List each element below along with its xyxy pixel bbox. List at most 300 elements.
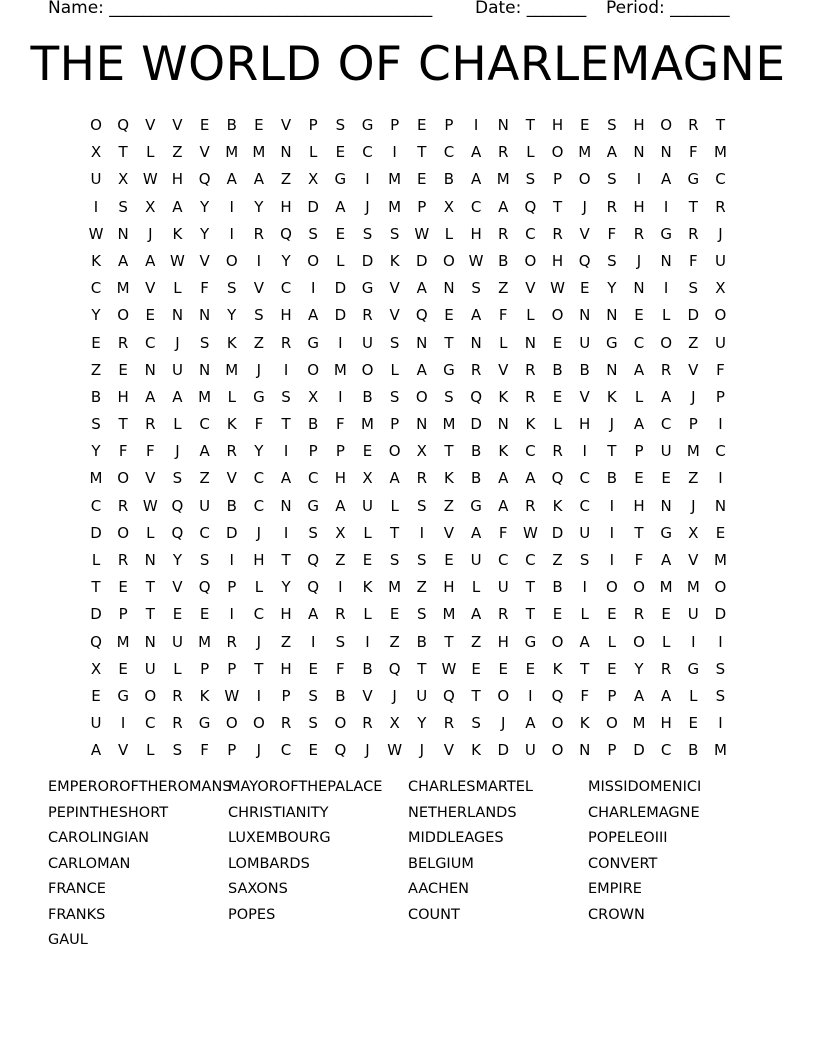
grid-letter: A bbox=[498, 496, 509, 515]
grid-letter: K bbox=[91, 251, 101, 270]
grid-letter: J bbox=[256, 632, 262, 651]
grid-row bbox=[84, 275, 744, 302]
grid-letter: J bbox=[718, 224, 723, 243]
grid-letter: V bbox=[145, 469, 156, 488]
grid-letter: A bbox=[118, 251, 129, 270]
grid-letter: W bbox=[468, 251, 484, 270]
grid-letter: K bbox=[498, 387, 509, 406]
grid-letter: I bbox=[718, 415, 723, 434]
grid-letter: P bbox=[417, 197, 427, 216]
grid-letter: I bbox=[338, 387, 343, 406]
grid-letter: S bbox=[688, 279, 699, 298]
grid-letter: P bbox=[688, 415, 698, 434]
grid-letter: R bbox=[715, 197, 726, 216]
grid-letter: Z bbox=[253, 333, 265, 352]
grid-letter: T bbox=[91, 578, 101, 597]
grid-letter: G bbox=[687, 170, 700, 189]
grid-letter: I bbox=[229, 551, 234, 569]
grid-letter: G bbox=[524, 632, 537, 651]
grid-letter: M bbox=[333, 360, 347, 379]
grid-row bbox=[84, 248, 744, 275]
grid-letter: A bbox=[226, 170, 237, 189]
grid-letter: E bbox=[335, 143, 346, 162]
grid-letter: X bbox=[308, 170, 319, 189]
word-bank-item: CHARLEMAGNE bbox=[588, 804, 700, 821]
grid-letter: U bbox=[579, 333, 591, 352]
grid-letter: P bbox=[227, 659, 237, 678]
grid-letter: K bbox=[552, 659, 563, 678]
grid-letter: U bbox=[171, 360, 183, 379]
grid-letter: Q bbox=[198, 578, 211, 597]
grid-row bbox=[84, 656, 744, 683]
grid-letter: U bbox=[90, 714, 102, 733]
grid-letter: H bbox=[280, 605, 292, 624]
grid-letter: J bbox=[392, 686, 397, 705]
grid-letter: I bbox=[283, 360, 289, 379]
grid-letter: F bbox=[688, 251, 698, 270]
grid-letter: S bbox=[417, 551, 427, 569]
grid-letter: P bbox=[281, 686, 291, 705]
grid-letter: R bbox=[253, 224, 265, 243]
grid-letter: E bbox=[417, 116, 427, 134]
grid-letter: S bbox=[254, 306, 264, 325]
grid-letter: O bbox=[144, 686, 157, 705]
grid-letter: A bbox=[606, 143, 617, 162]
grid-letter: H bbox=[280, 197, 292, 216]
word-bank-item: CONVERT bbox=[588, 855, 658, 872]
grid-letter: N bbox=[579, 306, 591, 325]
grid-letter: Z bbox=[552, 551, 563, 569]
grid-letter: E bbox=[579, 279, 590, 298]
grid-letter: A bbox=[661, 387, 672, 406]
grid-letter: P bbox=[335, 442, 345, 461]
grid-letter: J bbox=[419, 741, 425, 760]
grid-letter: N bbox=[144, 632, 156, 651]
grid-letter: I bbox=[229, 197, 234, 216]
grid-letter: M bbox=[713, 551, 727, 569]
period-line: Period: _______ bbox=[606, 0, 730, 18]
grid-letter: B bbox=[335, 686, 346, 705]
grid-letter: Q bbox=[334, 741, 347, 760]
grid-letter: L bbox=[363, 523, 372, 542]
grid-letter: O bbox=[361, 360, 374, 379]
grid-letter: R bbox=[606, 197, 618, 216]
grid-letter: T bbox=[390, 523, 400, 542]
grid-letter: P bbox=[390, 116, 400, 134]
grid-letter: M bbox=[713, 143, 727, 162]
grid-letter: R bbox=[335, 605, 346, 624]
grid-letter: M bbox=[632, 714, 646, 733]
grid-letter: L bbox=[689, 686, 698, 705]
grid-letter: N bbox=[198, 306, 211, 325]
grid-letter: L bbox=[173, 659, 182, 678]
grid-letter: B bbox=[606, 469, 617, 488]
grid-letter: C bbox=[443, 143, 455, 162]
grid-letter: E bbox=[715, 523, 726, 542]
grid-letter: A bbox=[145, 387, 156, 406]
grid-letter: V bbox=[145, 116, 156, 134]
grid-letter: S bbox=[607, 170, 617, 189]
grid-letter: G bbox=[470, 496, 482, 515]
grid-letter: B bbox=[226, 116, 237, 134]
grid-letter: V bbox=[199, 143, 210, 162]
grid-letter: B bbox=[470, 469, 482, 488]
grid-letter: N bbox=[660, 496, 672, 515]
grid-letter: K bbox=[389, 251, 400, 270]
grid-letter: H bbox=[497, 632, 509, 651]
grid-letter: R bbox=[226, 442, 237, 461]
grid-letter: F bbox=[580, 686, 589, 705]
grid-letter: S bbox=[335, 116, 346, 134]
grid-letter: M bbox=[116, 279, 130, 298]
grid-letter: S bbox=[335, 632, 346, 651]
grid-letter: U bbox=[687, 605, 699, 624]
grid-letter: N bbox=[633, 143, 645, 162]
grid-letter: O bbox=[551, 632, 564, 651]
word-bank-item: COUNT bbox=[408, 906, 460, 923]
grid-letter: Q bbox=[307, 551, 320, 569]
grid-letter: L bbox=[173, 279, 182, 298]
grid-letter: I bbox=[283, 442, 289, 461]
grid-letter: R bbox=[172, 686, 183, 705]
grid-letter: V bbox=[389, 279, 400, 298]
grid-letter: J bbox=[365, 741, 370, 760]
grid-letter: D bbox=[497, 741, 510, 760]
grid-letter: E bbox=[254, 116, 264, 134]
grid-letter: E bbox=[471, 659, 481, 678]
grid-letter: B bbox=[470, 442, 482, 461]
grid-letter: T bbox=[688, 197, 698, 216]
grid-letter: H bbox=[443, 578, 455, 597]
grid-letter: U bbox=[714, 333, 726, 352]
grid-letter: D bbox=[416, 251, 428, 270]
grid-letter: C bbox=[525, 224, 536, 243]
grid-letter: T bbox=[254, 659, 264, 678]
grid-letter: M bbox=[225, 360, 239, 379]
grid-letter: Z bbox=[498, 279, 509, 298]
grid-row bbox=[84, 112, 744, 139]
grid-row bbox=[84, 357, 744, 384]
grid-letter: Q bbox=[171, 523, 184, 542]
grid-letter: C bbox=[525, 442, 536, 461]
grid-letter: J bbox=[365, 197, 370, 216]
grid-letter: P bbox=[308, 442, 318, 461]
grid-letter: U bbox=[470, 551, 482, 569]
grid-letter: R bbox=[416, 469, 428, 488]
grid-letter: F bbox=[607, 224, 617, 243]
grid-letter: Y bbox=[281, 578, 291, 597]
grid-letter: T bbox=[444, 333, 454, 352]
grid-letter: R bbox=[498, 224, 509, 243]
grid-letter: D bbox=[334, 279, 347, 298]
grid-letter: F bbox=[200, 279, 209, 298]
grid-letter: T bbox=[118, 415, 128, 434]
grid-letter: C bbox=[715, 442, 726, 461]
grid-row bbox=[84, 547, 744, 574]
grid-letter: F bbox=[634, 551, 644, 569]
grid-letter: M bbox=[116, 632, 130, 651]
word-bank-item: EMPIRE bbox=[588, 881, 642, 897]
grid-letter: G bbox=[443, 360, 455, 379]
name-line: Name: ______________________________________ bbox=[48, 0, 433, 18]
grid-letter: F bbox=[716, 360, 725, 379]
grid-letter: U bbox=[199, 496, 211, 515]
grid-letter: W bbox=[387, 741, 403, 760]
word-bank-item: BELGIUM bbox=[408, 855, 474, 872]
grid-letter: S bbox=[471, 714, 481, 733]
grid-letter: A bbox=[633, 415, 645, 434]
grid-letter: V bbox=[226, 469, 237, 488]
grid-letter: X bbox=[90, 659, 102, 678]
grid-letter: O bbox=[605, 578, 618, 597]
grid-letter: C bbox=[579, 469, 590, 488]
grid-letter: S bbox=[389, 333, 400, 352]
grid-letter: E bbox=[552, 387, 563, 406]
word-bank-item: EMPEROROFTHEROMANS bbox=[48, 779, 232, 795]
grid-letter: P bbox=[607, 686, 617, 705]
grid-letter: S bbox=[308, 224, 318, 243]
grid-letter: O bbox=[388, 442, 401, 461]
grid-letter: Z bbox=[389, 632, 400, 651]
grid-letter: U bbox=[497, 578, 509, 597]
grid-letter: N bbox=[524, 333, 536, 352]
grid-letter: K bbox=[606, 387, 617, 406]
grid-letter: V bbox=[688, 551, 699, 569]
grid-letter: X bbox=[389, 714, 400, 733]
grid-letter: F bbox=[688, 143, 698, 162]
grid-letter: X bbox=[90, 143, 102, 162]
grid-letter: R bbox=[226, 632, 237, 651]
grid-letter: O bbox=[252, 714, 265, 733]
grid-letter: R bbox=[117, 496, 129, 515]
grid-letter: Q bbox=[443, 686, 455, 705]
grid-letter: Z bbox=[443, 496, 455, 515]
grid-letter: J bbox=[691, 387, 696, 406]
grid-letter: A bbox=[498, 197, 509, 216]
word-bank-item: MIDDLEAGES bbox=[408, 830, 504, 846]
grid-letter: M bbox=[496, 170, 510, 189]
grid-letter: N bbox=[144, 360, 156, 379]
grid-letter: M bbox=[442, 415, 456, 434]
grid-letter: J bbox=[691, 496, 696, 515]
grid-letter: Z bbox=[172, 143, 183, 162]
grid-letter: I bbox=[229, 224, 234, 243]
grid-letter: K bbox=[226, 333, 237, 352]
grid-letter: N bbox=[416, 415, 428, 434]
grid-letter: E bbox=[688, 714, 699, 733]
grid-letter: U bbox=[90, 170, 102, 189]
grid-letter: B bbox=[579, 360, 590, 379]
grid-letter: C bbox=[199, 523, 210, 542]
grid-letter: B bbox=[226, 496, 237, 515]
grid-letter: J bbox=[636, 251, 642, 270]
grid-letter: M bbox=[659, 578, 673, 597]
grid-letter: I bbox=[93, 197, 99, 216]
grid-letter: D bbox=[334, 306, 347, 325]
grid-letter: J bbox=[501, 714, 506, 733]
grid-letter: T bbox=[525, 116, 535, 134]
grid-letter: R bbox=[443, 714, 455, 733]
grid-letter: T bbox=[552, 197, 563, 216]
grid-letter: S bbox=[525, 170, 536, 189]
grid-letter: M bbox=[225, 143, 239, 162]
grid-letter: P bbox=[553, 170, 563, 189]
grid-letter: Z bbox=[688, 469, 699, 488]
grid-letter: I bbox=[473, 116, 479, 134]
grid-letter: K bbox=[172, 224, 183, 243]
grid-row bbox=[84, 574, 744, 601]
grid-letter: E bbox=[362, 442, 373, 461]
grid-letter: E bbox=[607, 605, 617, 624]
grid-letter: T bbox=[444, 442, 454, 461]
grid-row bbox=[84, 139, 744, 166]
grid-letter: L bbox=[254, 578, 264, 597]
grid-letter: L bbox=[471, 578, 481, 597]
grid-letter: W bbox=[142, 496, 158, 515]
grid-letter: L bbox=[173, 415, 182, 434]
grid-letter: V bbox=[172, 578, 183, 597]
grid-letter: G bbox=[198, 714, 211, 733]
word-bank-item: FRANKS bbox=[48, 906, 106, 923]
grid-letter: H bbox=[633, 496, 645, 515]
grid-letter: I bbox=[663, 197, 669, 216]
grid-letter: L bbox=[444, 224, 454, 243]
grid-letter: Q bbox=[524, 197, 537, 216]
grid-letter: O bbox=[117, 523, 130, 542]
grid-letter: S bbox=[715, 686, 726, 705]
grid-row bbox=[84, 465, 744, 492]
grid-letter: I bbox=[120, 714, 126, 733]
grid-letter: F bbox=[200, 741, 209, 760]
grid-letter: J bbox=[175, 333, 180, 352]
grid-letter: M bbox=[388, 197, 402, 216]
grid-letter: V bbox=[253, 279, 265, 298]
grid-letter: Q bbox=[90, 632, 102, 651]
grid-letter: B bbox=[362, 387, 373, 406]
grid-letter: L bbox=[146, 523, 155, 542]
grid-letter: E bbox=[199, 116, 210, 134]
grid-letter: S bbox=[389, 551, 400, 569]
grid-letter: N bbox=[117, 224, 129, 243]
grid-letter: R bbox=[525, 387, 536, 406]
grid-letter: N bbox=[171, 306, 184, 325]
grid-letter: B bbox=[552, 360, 563, 379]
grid-letter: R bbox=[280, 333, 292, 352]
grid-letter: X bbox=[688, 523, 699, 542]
grid-letter: U bbox=[660, 442, 672, 461]
grid-letter: F bbox=[145, 442, 155, 461]
grid-letter: M bbox=[686, 578, 700, 597]
grid-row bbox=[84, 520, 744, 547]
grid-letter: J bbox=[256, 360, 262, 379]
grid-letter: K bbox=[199, 686, 210, 705]
grid-letter: L bbox=[634, 387, 644, 406]
grid-letter: M bbox=[388, 578, 402, 597]
grid-letter: O bbox=[415, 387, 428, 406]
grid-letter: C bbox=[199, 415, 210, 434]
grid-letter: X bbox=[416, 442, 427, 461]
grid-letter: D bbox=[225, 523, 238, 542]
grid-letter: I bbox=[392, 143, 397, 162]
grid-letter: I bbox=[310, 632, 316, 651]
grid-letter: R bbox=[633, 224, 645, 243]
grid-letter: A bbox=[308, 306, 319, 325]
grid-letter: R bbox=[172, 714, 183, 733]
grid-letter: E bbox=[118, 578, 128, 597]
grid-letter: F bbox=[498, 523, 508, 542]
grid-letter: N bbox=[497, 116, 509, 134]
grid-letter: T bbox=[634, 523, 644, 542]
grid-letter: O bbox=[90, 116, 102, 134]
grid-letter: T bbox=[417, 659, 427, 678]
word-bank-item: CROWN bbox=[588, 906, 645, 923]
grid-letter: R bbox=[525, 360, 536, 379]
grid-row bbox=[84, 194, 744, 221]
grid-letter: A bbox=[525, 714, 536, 733]
grid-letter: S bbox=[417, 605, 427, 624]
grid-letter: R bbox=[688, 224, 699, 243]
grid-letter: A bbox=[416, 360, 427, 379]
grid-letter: J bbox=[148, 224, 153, 243]
grid-letter: S bbox=[607, 251, 617, 270]
grid-letter: O bbox=[334, 714, 347, 733]
grid-letter: H bbox=[334, 469, 346, 488]
grid-letter: L bbox=[390, 360, 399, 379]
grid-letter: E bbox=[661, 469, 671, 488]
grid-letter: O bbox=[524, 251, 537, 270]
grid-letter: E bbox=[362, 551, 373, 569]
grid-letter: N bbox=[497, 415, 509, 434]
grid-letter: W bbox=[88, 224, 104, 243]
grid-letter: N bbox=[144, 551, 156, 569]
grid-letter: Y bbox=[607, 279, 617, 298]
grid-letter: Z bbox=[199, 469, 210, 488]
grid-letter: O bbox=[551, 306, 564, 325]
grid-letter: V bbox=[443, 523, 455, 542]
grid-letter: C bbox=[525, 551, 536, 569]
grid-letter: Y bbox=[91, 306, 101, 325]
grid-letter: H bbox=[633, 197, 645, 216]
grid-letter: O bbox=[660, 333, 673, 352]
grid-letter: I bbox=[636, 170, 642, 189]
grid-letter: R bbox=[552, 442, 563, 461]
grid-letter: T bbox=[525, 605, 535, 624]
grid-letter: D bbox=[633, 741, 645, 760]
grid-letter: A bbox=[470, 143, 482, 162]
grid-letter: R bbox=[117, 333, 129, 352]
grid-letter: L bbox=[363, 605, 372, 624]
grid-letter: E bbox=[607, 659, 617, 678]
grid-letter: G bbox=[687, 659, 700, 678]
grid-letter: G bbox=[660, 224, 672, 243]
grid-letter: Z bbox=[90, 360, 102, 379]
word-bank-item: NETHERLANDS bbox=[408, 804, 517, 821]
grid-letter: Q bbox=[415, 306, 428, 325]
grid-letter: W bbox=[414, 224, 430, 243]
grid-letter: S bbox=[199, 551, 210, 569]
grid-letter: N bbox=[470, 333, 482, 352]
grid-letter: T bbox=[417, 143, 427, 162]
grid-letter: S bbox=[226, 279, 237, 298]
word-bank-item: CAROLINGIAN bbox=[48, 830, 150, 846]
grid-letter: R bbox=[552, 224, 563, 243]
grid-letter: S bbox=[199, 333, 210, 352]
grid-letter: C bbox=[145, 333, 156, 352]
grid-letter: G bbox=[117, 686, 129, 705]
grid-letter: V bbox=[525, 279, 536, 298]
grid-letter: Q bbox=[198, 170, 211, 189]
grid-letter: R bbox=[145, 415, 156, 434]
